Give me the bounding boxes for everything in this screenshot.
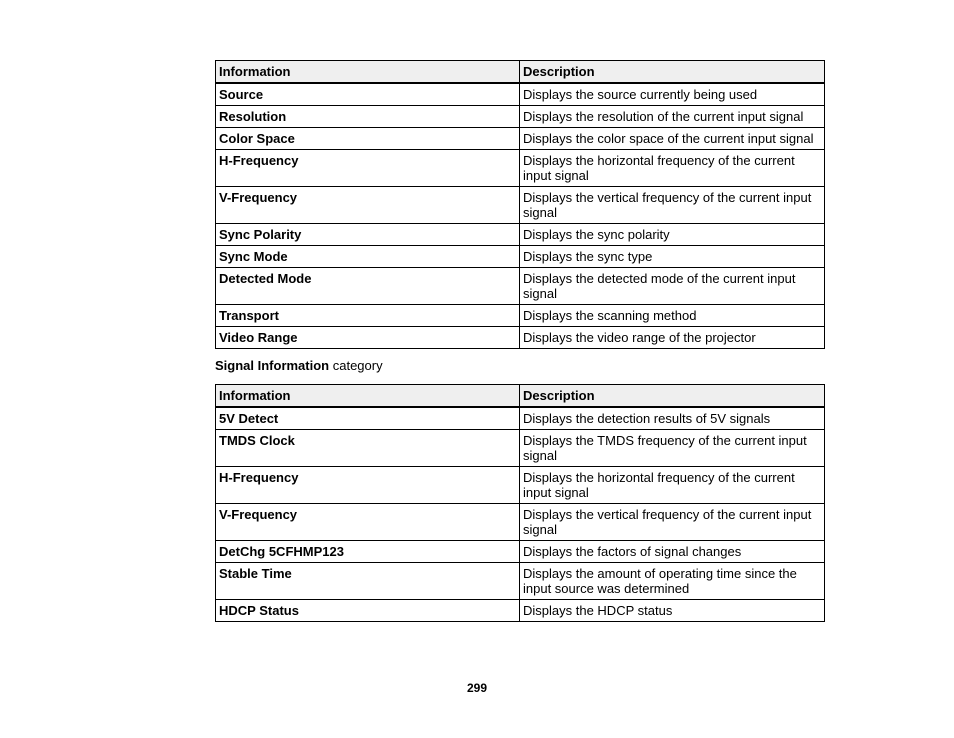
row-term: Color Space bbox=[216, 128, 520, 150]
caption-bold: Signal Information bbox=[215, 358, 330, 373]
row-term: V-Frequency bbox=[216, 187, 520, 224]
information-table-2 bbox=[215, 384, 825, 622]
row-term: Video Range bbox=[216, 327, 520, 349]
row-description: Displays the HDCP status bbox=[520, 600, 825, 622]
table-header-row bbox=[216, 385, 825, 408]
row-description: Displays the color space of the current input signal bbox=[520, 128, 825, 150]
table-caption bbox=[215, 358, 383, 373]
row-term: Resolution bbox=[216, 106, 520, 128]
table-header-row bbox=[216, 61, 825, 84]
table-row bbox=[216, 541, 825, 563]
table-row bbox=[216, 407, 825, 430]
caption-rest: category bbox=[329, 358, 383, 373]
row-description: Displays the sync type bbox=[520, 246, 825, 268]
row-description: Displays the amount of operating time since the input source was determined bbox=[520, 563, 825, 600]
table-row bbox=[216, 187, 825, 224]
row-term: Transport bbox=[216, 305, 520, 327]
table-row bbox=[216, 106, 825, 128]
table-row bbox=[216, 305, 825, 327]
row-description: Displays the video range of the projector bbox=[520, 327, 825, 349]
table-row bbox=[216, 600, 825, 622]
row-description: Displays the horizontal frequency of the current input signal bbox=[520, 467, 825, 504]
row-description: Displays the vertical frequency of the current input signal bbox=[520, 187, 825, 224]
table-row bbox=[216, 504, 825, 541]
row-term: V-Frequency bbox=[216, 504, 520, 541]
table-row bbox=[216, 563, 825, 600]
row-description: Displays the vertical frequency of the current input signal bbox=[520, 504, 825, 541]
table-row bbox=[216, 246, 825, 268]
row-description: Displays the resolution of the current input signal bbox=[520, 106, 825, 128]
table-row bbox=[216, 430, 825, 467]
page-number: 299 bbox=[466, 681, 488, 695]
column-header-information: Information bbox=[216, 385, 520, 408]
row-term: HDCP Status bbox=[216, 600, 520, 622]
row-term: Sync Polarity bbox=[216, 224, 520, 246]
row-description: Displays the source currently being used bbox=[520, 83, 825, 106]
table-row bbox=[216, 150, 825, 187]
row-term: Stable Time bbox=[216, 563, 520, 600]
row-description: Displays the factors of signal changes bbox=[520, 541, 825, 563]
row-term: TMDS Clock bbox=[216, 430, 520, 467]
row-term: 5V Detect bbox=[216, 407, 520, 430]
table-row bbox=[216, 327, 825, 349]
table-row bbox=[216, 268, 825, 305]
row-description: Displays the detection results of 5V signals bbox=[520, 407, 825, 430]
row-term: H-Frequency bbox=[216, 150, 520, 187]
row-description: Displays the sync polarity bbox=[520, 224, 825, 246]
row-description: Displays the detected mode of the current input signal bbox=[520, 268, 825, 305]
row-term: Source bbox=[216, 83, 520, 106]
column-header-description: Description bbox=[520, 61, 825, 84]
table-row bbox=[216, 224, 825, 246]
table-row bbox=[216, 467, 825, 504]
column-header-description: Description bbox=[520, 385, 825, 408]
row-description: Displays the TMDS frequency of the current input signal bbox=[520, 430, 825, 467]
column-header-information: Information bbox=[216, 61, 520, 84]
row-description: Displays the scanning method bbox=[520, 305, 825, 327]
row-term: Sync Mode bbox=[216, 246, 520, 268]
row-term: DetChg 5CFHMP123 bbox=[216, 541, 520, 563]
row-term: Detected Mode bbox=[216, 268, 520, 305]
table-row bbox=[216, 128, 825, 150]
information-table-1 bbox=[215, 60, 825, 349]
table-row bbox=[216, 83, 825, 106]
row-term: H-Frequency bbox=[216, 467, 520, 504]
row-description: Displays the horizontal frequency of the current input signal bbox=[520, 150, 825, 187]
